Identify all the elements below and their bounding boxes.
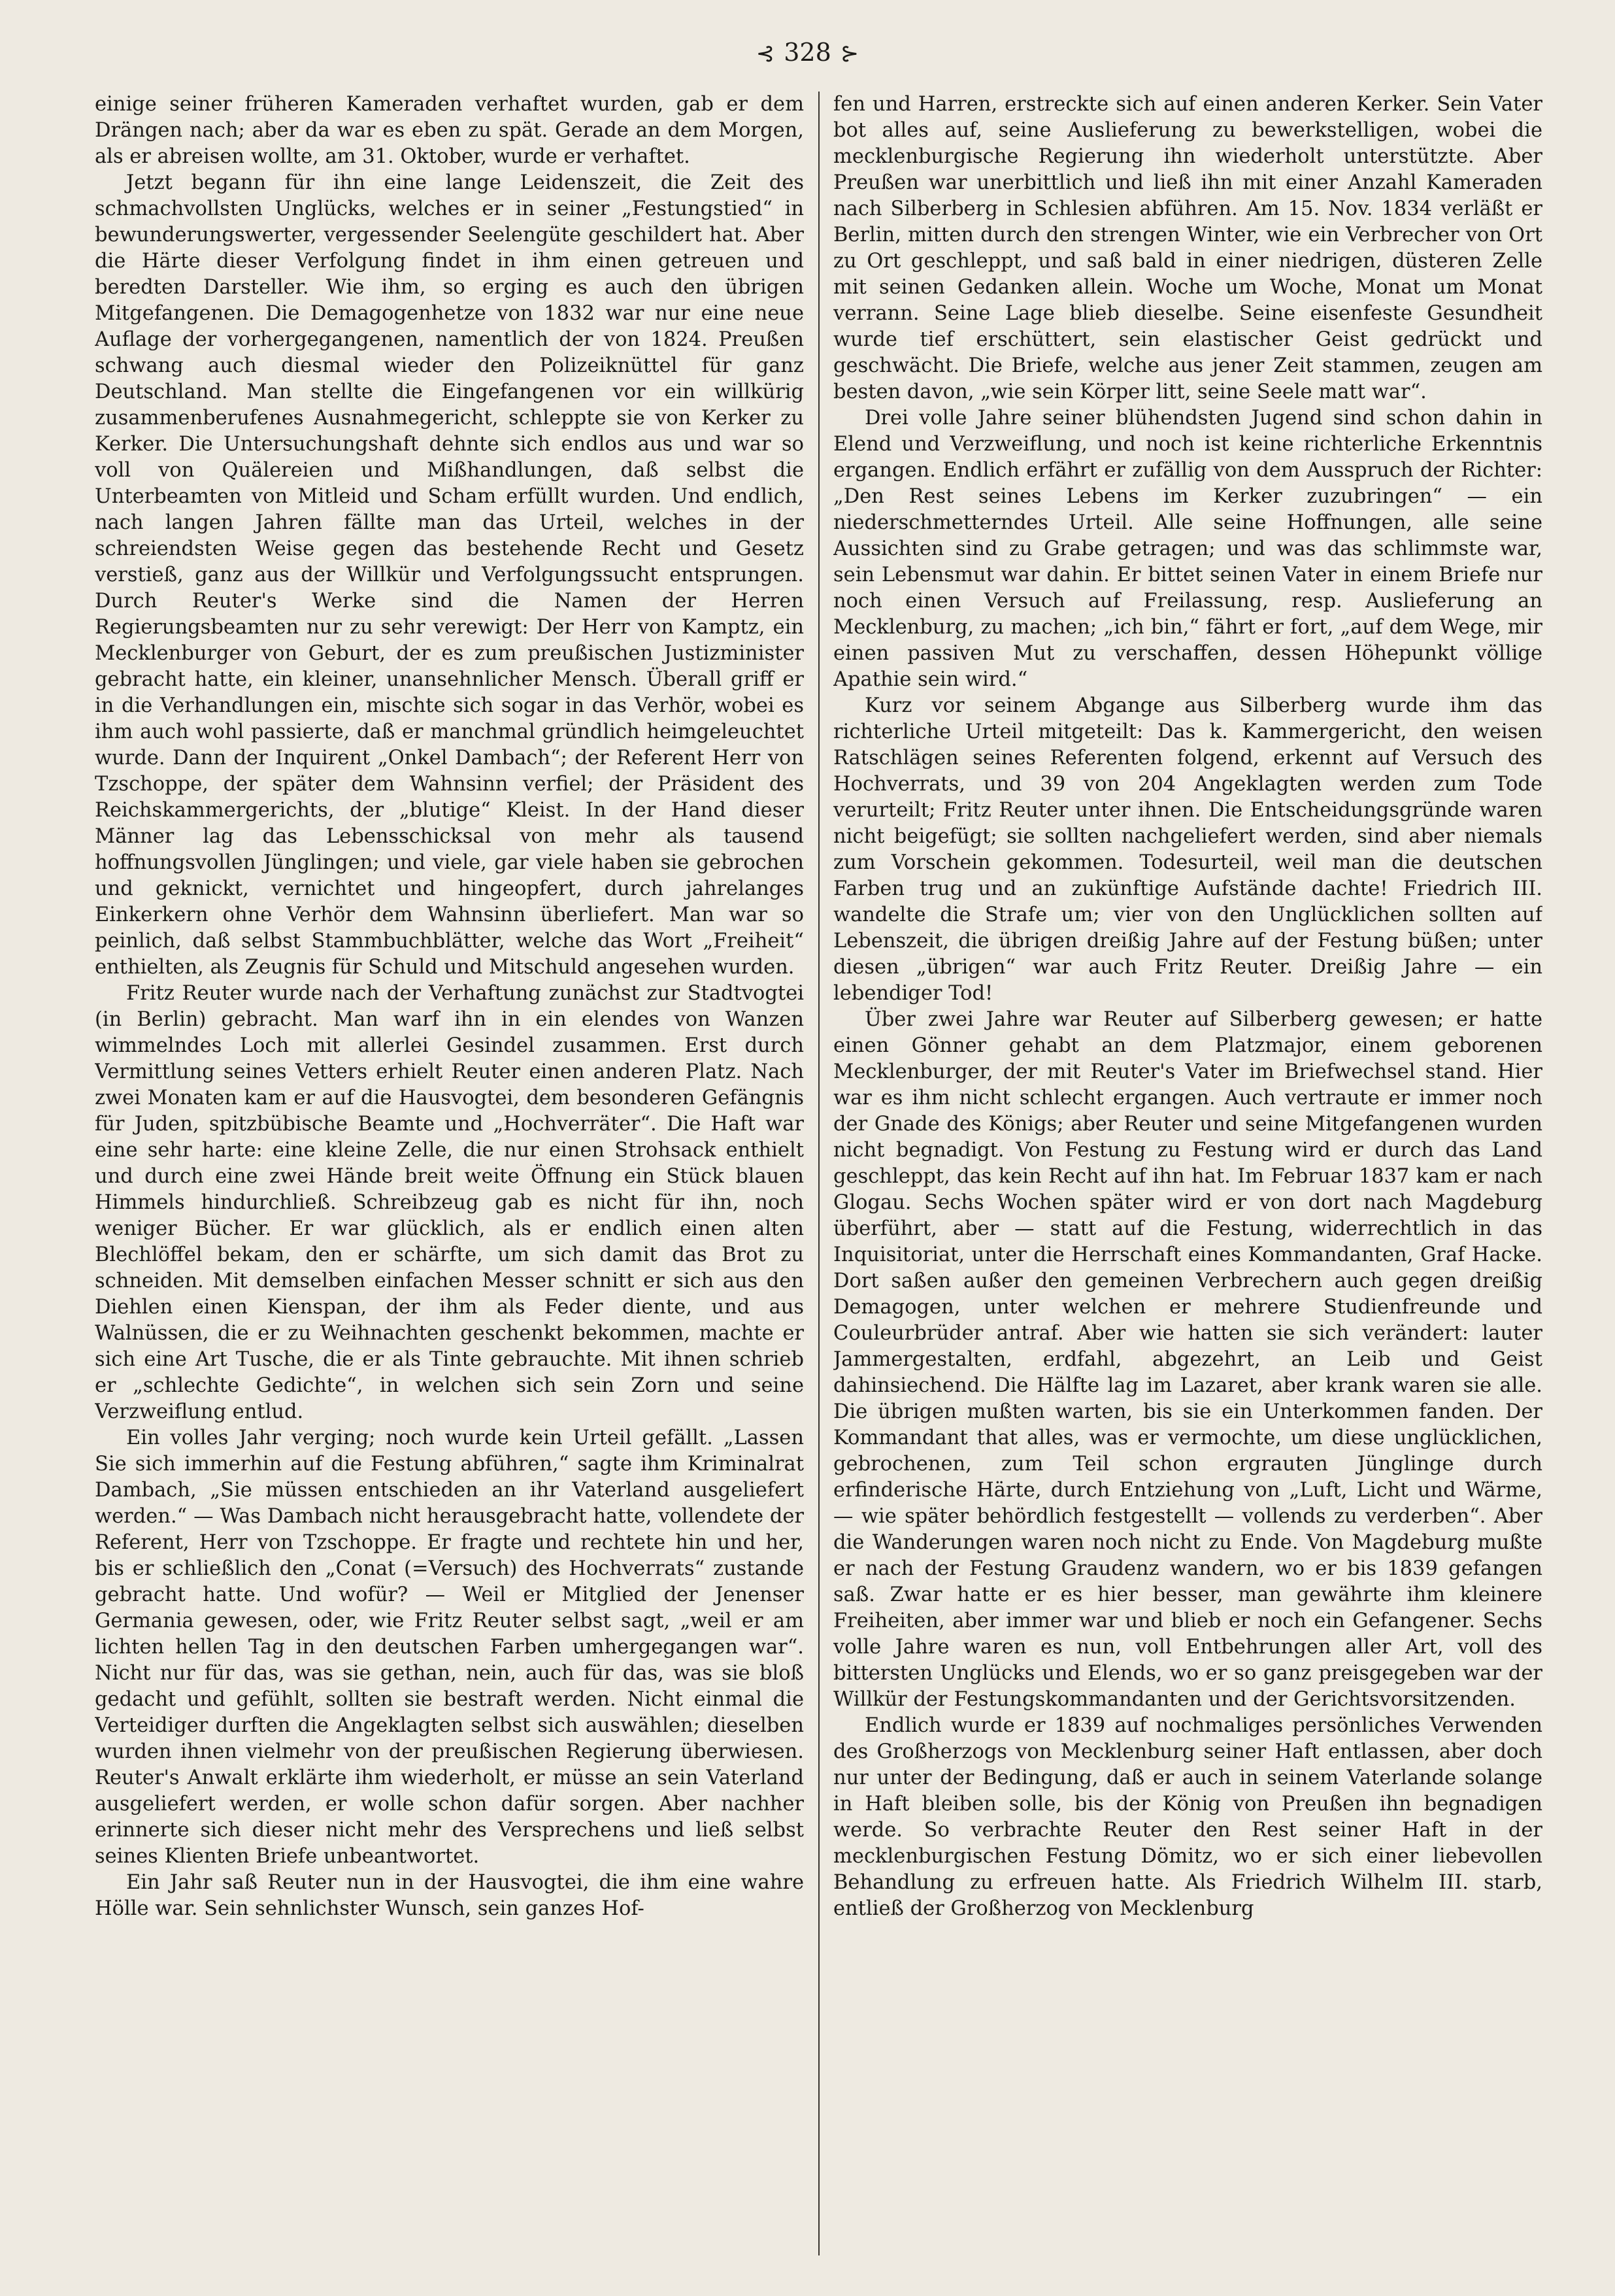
page-number: 328 [784,38,831,67]
paragraph: Endlich wurde er 1839 auf nochmaliges persönliches Verwenden des Großherzogs von Mecklenburg seiner Haft entlassen, aber doch nur unter der Bedingung, daß er auch in seinem Vaterlande solange in Haft bleiben solle, bis der König von Preußen ihn begnadigen werde. So verbrachte Reuter den Rest seiner Haft in der mecklenburgischen Festung Dömitz, wo er sich einer liebevollen Behandlung zu erfreuen hatte. Als Friedrich Wilhelm III. starb, entließ der Großherzog von Mecklenburg [833,1714,1542,1920]
paragraph: Über zwei Jahre war Reuter auf Silberberg gewesen; er hatte einen Gönner gehabt an dem Platzmajor, einem geborenen Mecklenburger, der mit Reuter's Vater im Briefwechsel stand. Hier war es ihm nicht schlecht ergangen. Auch vertraute er immer noch der Gnade des Königs; aber Reuter und seine Mitgefangenen wurden nicht begnadigt. Von Festung zu Festung wird er durch das Land geschleppt, das kein Recht auf ihn hat. Im Februar 1837 kam er nach Glogau. Sechs Wochen später wird er von dort nach Magdeburg überführt, aber — statt auf die Festung, widerrechtlich in das Inquisitoriat, unter die Herrschaft eines Kommandanten, Graf Hacke. Dort saßen außer den gemeinen Verbrechern auch gegen dreißig Demagogen, unter welchen er mehrere Studienfreunde und Couleurbrüder antraf. Aber wie hatten sie sich verändert: lauter Jammergestalten, erdfahl, abgezehrt, an Leib und Geist dahinsiechend. Die Hälfte lag im Lazaret, aber krank waren sie alle. Die übrigen mußten warten, bis sie ein Unterkommen fanden. Der Kommandant that alles, was er vermochte, um diese unglücklichen, gebrochenen, zum Teil schon ergrauten Jünglinge durch erfinderische Härte, durch Entziehung von „Luft, Licht und Wärme, — wie später behördlich festgestellt — vollends zu verderben“. Aber die Wanderungen waren noch nicht zu Ende. Von Magdeburg mußte er nach der Festung Graudenz wandern, wo er bis 1839 gefangen saß. Zwar hatte er es hier besser, man gewährte ihm kleinere Freiheiten, aber immer war und blieb er noch ein Gefangener. Sechs volle Jahre waren es nun, voll Entbehrungen aller Art, voll des bittersten Unglücks und Elends, wo er so ganz preisgegeben war der Willkür der Festungskommandanten und der Gerichtsvorsitzenden. [833,1008,1542,1711]
paragraph: Ein volles Jahr verging; noch wurde kein Urteil gefällt. „Lassen Sie sich immerhin auf die Festung abführen,“ sagte ihm Kriminalrat Dambach, „Sie müssen entschieden an ihr Vaterland ausgeliefert werden.“ — Was Dambach nicht herausgebracht hatte, vollendete der Referent, Herr von Tzschoppe. Er fragte und rechtete hin und her, bis er schließlich den „Conat (=Versuch) des Hochverrats“ zustande gebracht hatte. Und wofür? — Weil er Mitglied der Jenenser Germania gewesen, oder, wie Fritz Reuter selbst sagt, „weil er am lichten hellen Tag in den deutschen Farben umhergegangen war“. Nicht nur für das, was sie gethan, nein, auch für das, was sie bloß gedacht und gefühlt, sollten sie bestraft werden. Nicht einmal die Verteidiger durften die Angeklagten selbst sich auswählen; dieselben wurden ihnen vielmehr von der preußischen Regierung überwiesen. Reuter's Anwalt erklärte ihm wiederholt, er müsse an sein Vaterland ausgeliefert werden, er wolle schon dafür sorgen. Aber nachher erinnerte sich dieser nicht mehr des Versprechens und ließ selbst seines Klienten Briefe unbeantwortet. [95,1427,804,1868]
right-column [833,92,1542,2265]
paragraph: Jetzt begann für ihn eine lange Leidenszeit, die Zeit des schmachvollsten Unglücks, welches er in seiner „Festungstied“ in bewunderungswerter, vergessender Seelengüte geschildert hat. Aber die Härte dieser Verfolgung findet in ihm einen getreuen und beredten Darsteller. Wie ihm, so erging es auch den übrigen Mitgefangenen. Die Demagogenhetze von 1832 war nur eine neue Auflage der vorhergegangenen, namentlich der von 1824. Preußen schwang auch diesmal wieder den Polizeiknüttel für ganz Deutschland. Man stellte die Eingefangenen vor ein willkürig zusammenberufenes Ausnahmegericht, schleppte sie von Kerker zu Kerker. Die Untersuchungshaft dehnte sich endlos aus und war so voll von Quälereien und Mißhandlungen, daß selbst die Unterbeamten von Mitleid und Scham erfüllt wurden. Und endlich, nach langen Jahren fällte man das Urteil, welches in der schreiendsten Weise gegen das bestehende Recht und Gesetz verstieß, ganz aus der Willkür und Verfolgungssucht entsprungen. Durch Reuter's Werke sind die Namen der Herren Regierungsbeamten nur zu sehr verewigt: Der Herr von Kamptz, ein Mecklenburger von Geburt, der es zum preußischen Justizminister gebracht hatte, ein kleiner, unansehnlicher Mensch. Überall griff er in die Verhandlungen ein, mischte sich sogar in das Verhör, wobei es ihm auch wohl passierte, daß er manchmal gründlich heimgeleuchtet wurde. Dann der Inquirent „Onkel Dambach“; der Referent Herr von Tzschoppe, der später dem Wahnsinn verfiel; der Präsident des Reichskammergerichts, der „blutige“ Kleist. In der Hand dieser Männer lag das Lebensschicksal von mehr als tausend hoffnungsvollen Jünglingen; und viele, gar viele haben sie gebrochen und geknickt, vernichtet und hingeopfert, durch jahrelanges Einkerkern ohne Verhör dem Wahnsinn überliefert. Man war so peinlich, daß selbst Stammbuchblätter, welche das Wort „Freiheit“ enthielten, als Zeugnis für Schuld und Mitschuld angesehen wurden. [95,171,804,979]
left-column [95,92,804,2265]
paragraph: Kurz vor seinem Abgange aus Silberberg wurde ihm das richterliche Urteil mitgeteilt: Das k. Kammergericht, den weisen Ratschlägen seines Referenten folgend, erkennt auf Versuch des Hochverrats, und 39 von 204 Angeklagten werden zum Tode verurteilt; Fritz Reuter unter ihnen. Die Entscheidungsgründe waren nicht beigefügt; sie sollten nachgeliefert werden, sind aber niemals zum Vorschein gekommen. Todesurteil, weil man die deutschen Farben trug und an zukünftige Aufstände dachte! Friedrich III. wandelte die Strafe um; vier von den Unglücklichen sollten auf Lebenszeit, die übrigen dreißig Jahre auf der Festung büßen; unter diesen „übrigen“ war auch Fritz Reuter. Dreißig Jahre — ein lebendiger Tod! [833,694,1542,1005]
page-header [0,38,1615,67]
paragraph: Fritz Reuter wurde nach der Verhaftung zunächst zur Stadtvogtei (in Berlin) gebracht. Man warf ihn in ein elendes von Wanzen wimmelndes Loch mit allerlei Gesindel zusammen. Erst durch Vermittlung seines Vetters erhielt Reuter einen anderen Platz. Nach zwei Monaten kam er auf die Hausvogtei, dem besonderen Gefängnis für Juden, spitzbübische Beamte und „Hochverräter“. Die Haft war eine sehr harte: eine kleine Zelle, die nur einen Strohsack enthielt und durch eine zwei Hände breit weite Öffnung ein Stück blauen Himmels hindurchließ. Schreibzeug gab es nicht für ihn, noch weniger Bücher. Er war glücklich, als er endlich einen alten Blechlöffel bekam, den er schärfte, um sich damit das Brot zu schneiden. Mit demselben einfachen Messer schnitt er sich aus den Diehlen einen Kienspan, der ihm als Feder diente, und aus Walnüssen, die er zu Weihnachten geschenkt bekommen, machte er sich eine Art Tusche, die er als Tinte gebrauchte. Mit ihnen schrieb er „schlechte Gedichte“, in welchen sich sein Zorn und seine Verzweiflung entlud. [95,982,804,1423]
paragraph: fen und Harren, erstreckte sich auf einen anderen Kerker. Sein Vater bot alles auf, seine Auslieferung zu bewerkstelligen, wobei die mecklenburgische Regierung ihn wiederholt unterstützte. Aber Preußen war unerbittlich und ließ ihn mit einer Anzahl Kameraden nach Silberberg in Schlesien abführen. Am 15. Nov. 1834 verläßt er Berlin, mitten durch den strengen Winter, wie ein Verbrecher von Ort zu Ort geschleppt, und saß bald in einer niedrigen, düsteren Zelle mit seinen Gedanken allein. Woche um Woche, Monat um Monat verrann. Seine Lage blieb dieselbe. Seine eisenfeste Gesundheit wurde tief erschüttert, sein elastischer Geist gedrückt und geschwächt. Die Briefe, welche aus jener Zeit stammen, zeugen am besten davon, „wie sein Körper litt, seine Seele matt war“. [833,93,1542,403]
ornament-left: ⊰ [756,41,775,67]
ornament-right: ⊱ [840,41,859,67]
paragraph: einige seiner früheren Kameraden verhaftet wurden, gab er dem Drängen nach; aber da war es eben zu spät. Gerade an dem Morgen, als er abreisen wollte, am 31. Oktober, wurde er verhaftet. [95,93,804,168]
paragraph: Ein Jahr saß Reuter nun in der Hausvogtei, die ihm eine wahre Hölle war. Sein sehnlichster Wunsch, sein ganzes Hof- [95,1871,804,1920]
column-divider [818,92,820,2255]
paragraph: Drei volle Jahre seiner blühendsten Jugend sind schon dahin in Elend und Verzweiflung, und noch ist keine richterliche Erkenntnis ergangen. Endlich erfährt er zufällig von dem Ausspruch der Richter: „Den Rest seines Lebens im Kerker zuzubringen“ — ein niederschmetterndes Urteil. Alle seine Hoffnungen, alle seine Aussichten sind zu Grabe getragen; und was das schlimmste war, sein Lebensmut war dahin. Er bittet seinen Vater in einem Briefe nur noch einen Versuch auf Freilassung, resp. Auslieferung an Mecklenburg, zu machen; „ich bin,“ fährt er fort, „auf dem Wege, mir einen passiven Mut zu verschaffen, dessen Höhepunkt völlige Apathie sein wird.“ [833,407,1542,691]
